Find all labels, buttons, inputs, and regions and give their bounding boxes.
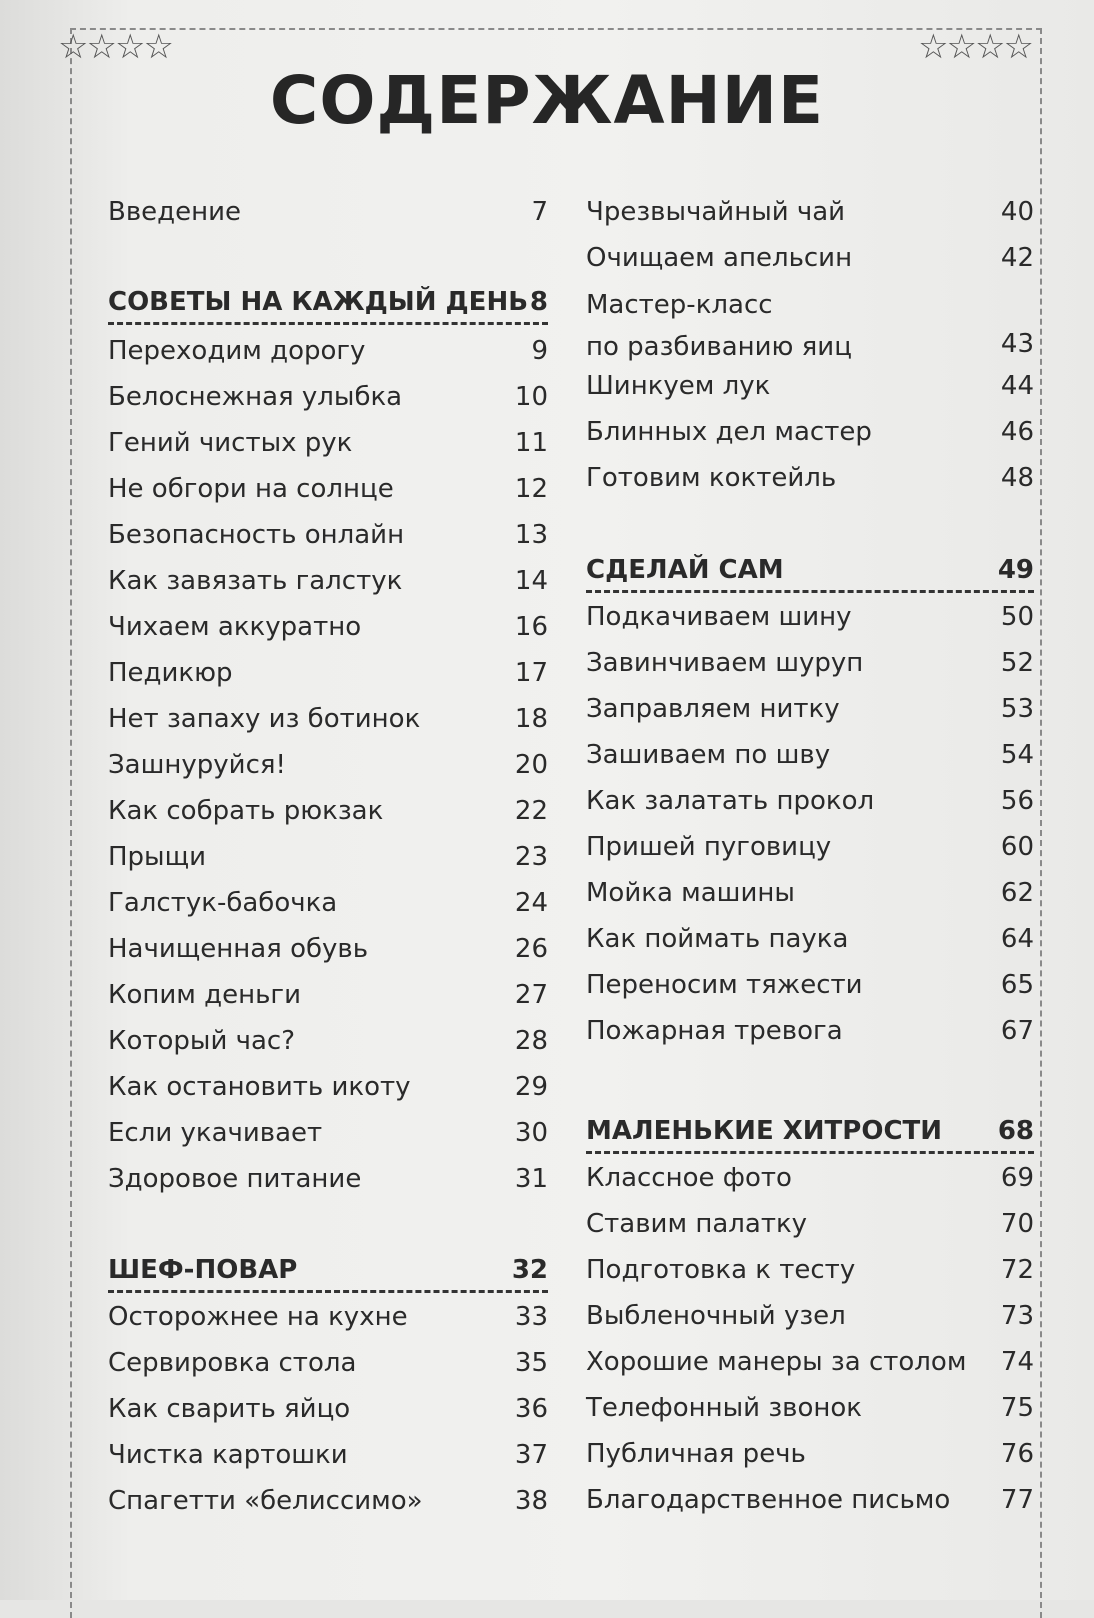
toc-entry xyxy=(108,1435,548,1475)
toc-entry xyxy=(108,331,548,371)
entry-page: 29 xyxy=(514,1072,548,1102)
entry-page: 16 xyxy=(514,612,548,642)
section-page: 32 xyxy=(511,1255,548,1285)
section-heading-daily xyxy=(108,282,548,325)
stars-right-icon: ☆☆☆☆ xyxy=(918,27,1032,67)
entry-title: Публичная речь xyxy=(586,1439,806,1469)
toc-entry xyxy=(108,607,548,647)
toc-entry-master-class xyxy=(586,284,1034,364)
entry-title: Безопасность онлайн xyxy=(108,520,405,550)
entry-title: Чихаем аккуратно xyxy=(108,612,362,642)
entry-page: 56 xyxy=(1000,786,1034,816)
entry-page: 46 xyxy=(1000,417,1034,447)
toc-entry xyxy=(108,469,548,509)
entry-page: 60 xyxy=(1000,832,1034,862)
entry-title-line1: Мастер-класс xyxy=(586,290,773,320)
entry-title: Подготовка к тесту xyxy=(586,1255,856,1285)
entry-page: 30 xyxy=(514,1118,548,1148)
toc-entry xyxy=(108,1343,548,1383)
section-heading-diy xyxy=(586,550,1034,593)
entry-page: 28 xyxy=(514,1026,548,1056)
toc-entry xyxy=(586,873,1034,913)
entry-page: 36 xyxy=(514,1394,548,1424)
entry-title: Заправляем нитку xyxy=(586,694,840,724)
entry-page: 23 xyxy=(514,842,548,872)
entry-title: Спагетти «белиссимо» xyxy=(108,1486,423,1516)
entry-title: Выбленочный узел xyxy=(586,1301,846,1331)
entry-title: Очищаем апельсин xyxy=(586,243,853,273)
toc-entry xyxy=(586,1250,1034,1290)
entry-page: 67 xyxy=(1000,1016,1034,1046)
section-title: МАЛЕНЬКИЕ ХИТРОСТИ xyxy=(586,1116,943,1146)
toc-entry xyxy=(586,965,1034,1005)
toc-entry xyxy=(586,238,1034,278)
toc-entry xyxy=(108,1297,548,1337)
entry-page: 22 xyxy=(514,796,548,826)
entry-page: 73 xyxy=(1000,1301,1034,1331)
section-title: СДЕЛАЙ САМ xyxy=(586,555,784,585)
entry-title: Переходим дорогу xyxy=(108,336,366,366)
entry-title: Не обгори на солнце xyxy=(108,474,394,504)
entry-title: Зашиваем по шву xyxy=(586,740,831,770)
toc-entry xyxy=(108,1067,548,1107)
entry-page: 40 xyxy=(1000,197,1034,227)
toc-entry xyxy=(586,781,1034,821)
entry-title: Здоровое питание xyxy=(108,1164,362,1194)
toc-entry xyxy=(108,1159,548,1199)
entry-page: 33 xyxy=(514,1302,548,1332)
toc-entry xyxy=(586,643,1034,683)
entry-title: Подкачиваем шину xyxy=(586,602,852,632)
entry-title: Чрезвычайный чай xyxy=(586,197,846,227)
toc-entry xyxy=(108,653,548,693)
entry-title: Если укачивает xyxy=(108,1118,323,1148)
entry-title: Как остановить икоту xyxy=(108,1072,411,1102)
toc-entry xyxy=(586,192,1034,232)
toc-entry xyxy=(586,412,1034,452)
entry-page: 12 xyxy=(514,474,548,504)
toc-entry xyxy=(108,791,548,831)
entry-page: 24 xyxy=(514,888,548,918)
entry-title: Готовим коктейль xyxy=(586,463,837,493)
entry-page: 72 xyxy=(1000,1255,1034,1285)
toc-entry xyxy=(108,1481,548,1521)
entry-title: Сервировка стола xyxy=(108,1348,357,1378)
entry-title: Прыщи xyxy=(108,842,206,872)
entry-page: 37 xyxy=(514,1440,548,1470)
entry-title: Ставим палатку xyxy=(586,1209,808,1239)
toc-entry xyxy=(108,975,548,1015)
toc-entry xyxy=(108,1021,548,1061)
entry-title: Как залатать прокол xyxy=(586,786,875,816)
entry-page: 70 xyxy=(1000,1209,1034,1239)
entry-page: 9 xyxy=(531,336,548,366)
entry-title: Пожарная тревога xyxy=(586,1016,843,1046)
entry-title: Блинных дел мастер xyxy=(586,417,872,447)
entry-page: 69 xyxy=(1000,1163,1034,1193)
entry-page: 62 xyxy=(1000,878,1034,908)
toc-entry xyxy=(586,1204,1034,1244)
toc-entry xyxy=(586,1011,1034,1051)
entry-page: 7 xyxy=(531,197,548,227)
section-title: СОВЕТЫ НА КАЖДЫЙ ДЕНЬ xyxy=(108,287,529,317)
entry-page: 43 xyxy=(1000,329,1034,359)
entry-title: Пришей пуговицу xyxy=(586,832,832,862)
entry-title: Гений чистых рук xyxy=(108,428,353,458)
toc-entry xyxy=(586,366,1034,406)
toc-entry xyxy=(586,919,1034,959)
toc-entry xyxy=(586,1388,1034,1428)
entry-page: 54 xyxy=(1000,740,1034,770)
entry-title: Благодарственное письмо xyxy=(586,1485,951,1515)
entry-title: Шинкуем лук xyxy=(586,371,771,401)
entry-title: Зашнуруйся! xyxy=(108,750,286,780)
toc-entry xyxy=(108,837,548,877)
section-title: ШЕФ-ПОВАР xyxy=(108,1255,298,1285)
toc-entry xyxy=(108,515,548,555)
toc-entry xyxy=(108,745,548,785)
entry-title: Начищенная обувь xyxy=(108,934,369,964)
entry-title: Хорошие манеры за столом xyxy=(586,1347,967,1377)
entry-title: Копим деньги xyxy=(108,980,301,1010)
entry-title: Как собрать рюкзак xyxy=(108,796,384,826)
toc-entry xyxy=(108,377,548,417)
entry-page: 76 xyxy=(1000,1439,1034,1469)
toc-entry xyxy=(586,458,1034,498)
entry-title: Как сварить яйцо xyxy=(108,1394,351,1424)
entry-title: Осторожнее на кухне xyxy=(108,1302,408,1332)
entry-title: Мойка машины xyxy=(586,878,795,908)
entry-page: 44 xyxy=(1000,371,1034,401)
entry-page: 11 xyxy=(514,428,548,458)
toc-entry xyxy=(586,1158,1034,1198)
entry-title: Завинчиваем шуруп xyxy=(586,648,864,678)
entry-title: Чистка картошки xyxy=(108,1440,348,1470)
entry-page: 26 xyxy=(514,934,548,964)
entry-title: Нет запаху из ботинок xyxy=(108,704,421,734)
toc-entry xyxy=(108,929,548,969)
entry-page: 18 xyxy=(514,704,548,734)
section-heading-tricks xyxy=(586,1111,1034,1154)
entry-title: Белоснежная улыбка xyxy=(108,382,403,412)
entry-page: 27 xyxy=(514,980,548,1010)
page-title: СОДЕРЖАНИЕ xyxy=(269,62,825,139)
entry-title: Телефонный звонок xyxy=(586,1393,862,1423)
toc-entry xyxy=(108,1113,548,1153)
entry-title: Как завязать галстук xyxy=(108,566,403,596)
entry-page: 52 xyxy=(1000,648,1034,678)
section-page: 49 xyxy=(997,555,1034,585)
entry-page: 42 xyxy=(1000,243,1034,273)
toc-entry xyxy=(108,1389,548,1429)
entry-title: Который час? xyxy=(108,1026,296,1056)
toc-entry xyxy=(108,423,548,463)
toc-entry-intro xyxy=(108,192,548,232)
entry-page: 14 xyxy=(514,566,548,596)
toc-entry xyxy=(586,689,1034,729)
entry-page: 38 xyxy=(514,1486,548,1516)
entry-title: Классное фото xyxy=(586,1163,792,1193)
section-page: 8 xyxy=(529,287,548,317)
entry-page: 35 xyxy=(514,1348,548,1378)
toc-entry xyxy=(108,883,548,923)
toc-entry xyxy=(586,827,1034,867)
entry-page: 20 xyxy=(514,750,548,780)
entry-page: 65 xyxy=(1000,970,1034,1000)
entry-title: Переносим тяжести xyxy=(586,970,863,1000)
stars-left-icon: ☆☆☆☆ xyxy=(58,27,172,67)
entry-title: Как поймать паука xyxy=(586,924,849,954)
section-heading-chef xyxy=(108,1250,548,1293)
entry-title xyxy=(586,284,852,368)
toc-entry xyxy=(586,597,1034,637)
section-page: 68 xyxy=(997,1116,1034,1146)
toc-entry xyxy=(586,735,1034,775)
entry-page: 50 xyxy=(1000,602,1034,632)
entry-page: 48 xyxy=(1000,463,1034,493)
entry-title: Галстук-бабочка xyxy=(108,888,338,918)
entry-title: Введение xyxy=(108,197,242,227)
entry-title: Педикюр xyxy=(108,658,233,688)
entry-page: 74 xyxy=(1000,1347,1034,1377)
entry-page: 64 xyxy=(1000,924,1034,954)
entry-page: 53 xyxy=(1000,694,1034,724)
entry-page: 13 xyxy=(514,520,548,550)
toc-entry xyxy=(108,561,548,601)
toc-entry xyxy=(586,1342,1034,1382)
entry-page: 17 xyxy=(514,658,548,688)
entry-title-line2: по разбиванию яиц xyxy=(586,332,852,362)
toc-entry xyxy=(586,1480,1034,1520)
entry-page: 10 xyxy=(514,382,548,412)
entry-page: 75 xyxy=(1000,1393,1034,1423)
entry-page: 77 xyxy=(1000,1485,1034,1515)
toc-entry xyxy=(586,1296,1034,1336)
entry-page: 31 xyxy=(514,1164,548,1194)
toc-entry xyxy=(586,1434,1034,1474)
toc-entry xyxy=(108,699,548,739)
